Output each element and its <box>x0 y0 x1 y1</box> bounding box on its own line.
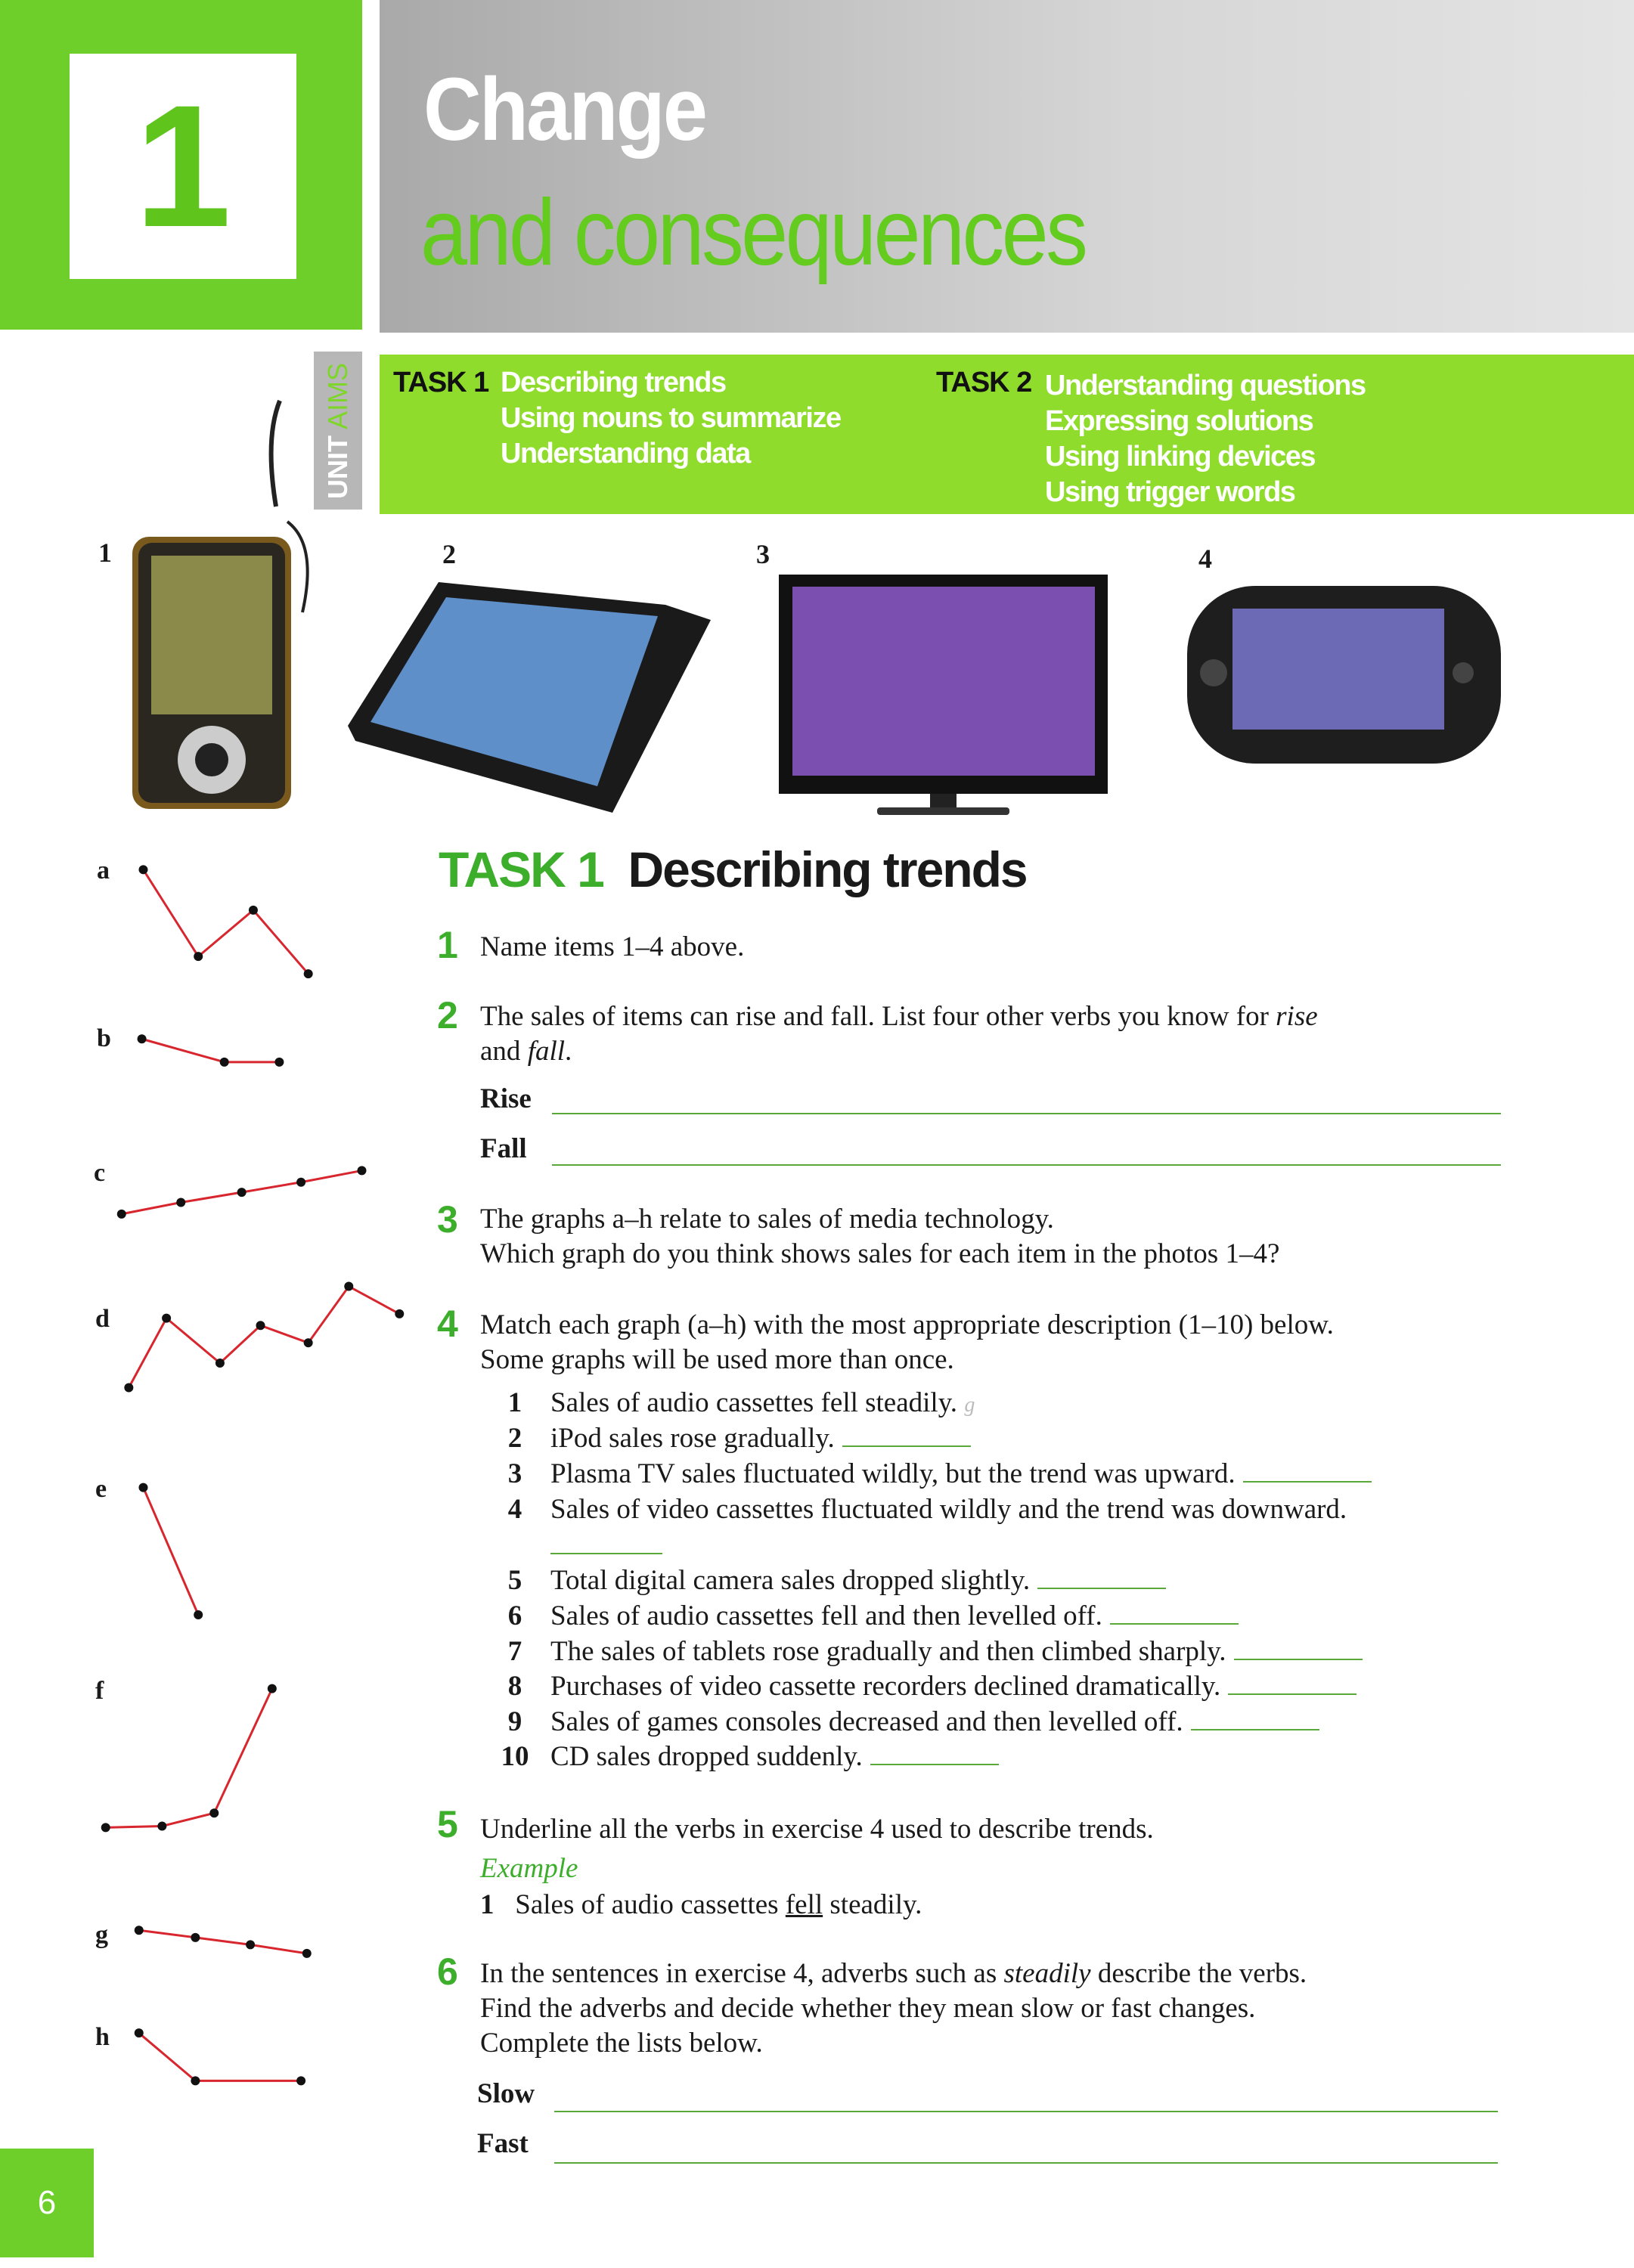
exercise-number: 4 <box>437 1303 458 1345</box>
graph-line <box>143 869 308 974</box>
graph-label: e <box>95 1475 107 1503</box>
graph-d <box>124 1282 404 1393</box>
tv-image <box>779 575 1108 815</box>
page-number: 6 <box>0 2149 94 2257</box>
exercise-3-text: The graphs a–h relate to sales of media technology. Which graph do you think shows sales for each item in the photos 1–4? <box>480 1204 1280 1269</box>
exercise-number: 6 <box>437 1950 458 1993</box>
graph-point <box>138 865 147 874</box>
slow-answer-line[interactable] <box>554 2111 1498 2112</box>
trend-graphs <box>0 0 454 2117</box>
graph-point <box>220 1058 229 1067</box>
graph-line <box>139 1930 307 1954</box>
exercise-5-text: Underline all the verbs in exercise 4 used to describe trends. <box>480 1814 1154 1845</box>
graph-label: b <box>97 1024 111 1052</box>
exercise-6-text: In the sentences in exercise 4, adverbs such as steadily describe the verbs. Find the adverbs and decide whether they mean slow or fast changes. Complete the lists below. <box>480 1958 1307 2059</box>
aim-item: Understanding data <box>501 438 750 469</box>
rise-answer-line[interactable] <box>552 1113 1501 1114</box>
fall-label: Fall <box>480 1133 527 1164</box>
exercise-4-item: 1 Sales of audio cassettes fell steadily. g <box>507 1387 975 1418</box>
exercise-4-item: 2 iPod sales rose gradually. <box>493 1421 1589 1456</box>
exercise-4-text: Match each graph (a–h) with the most appropriate description (1–10) below. Some graphs will be used more than once. <box>480 1309 1334 1375</box>
graph-line <box>143 1488 198 1615</box>
unit-number: 1 <box>70 54 296 279</box>
graph-point <box>237 1188 246 1197</box>
slow-label: Slow <box>477 2078 535 2109</box>
graph-g <box>135 1926 312 1958</box>
graph-point <box>256 1321 265 1330</box>
graph-label: h <box>95 2023 110 2051</box>
exercise-4-item: 3 Plasma TV sales fluctuated wildly, but the trend was upward. <box>493 1457 1589 1492</box>
graph-e <box>138 1483 203 1619</box>
graph-point <box>296 2076 305 2085</box>
example-label: Example <box>480 1853 578 1884</box>
graph-point <box>304 1338 313 1347</box>
graph-f <box>101 1684 277 1833</box>
graph-point <box>191 2076 200 2085</box>
graph-point <box>138 1034 147 1043</box>
photo-label: 2 <box>442 539 456 569</box>
aim-item: Expressing solutions <box>1045 405 1313 437</box>
graph-point <box>194 952 203 961</box>
graph-point <box>176 1198 185 1207</box>
handwritten-answer: g <box>964 1393 975 1417</box>
aims-task2-label: TASK 2 <box>936 367 1032 398</box>
unit-aims-label-a: UNIT <box>322 435 353 499</box>
graph-point <box>304 969 313 978</box>
exercise-number: 5 <box>437 1803 458 1845</box>
exercise-4-item: 10 CD sales dropped suddenly. <box>493 1740 1589 1774</box>
answer-blank[interactable] <box>1228 1672 1356 1695</box>
exercise-4-item: 4 Sales of video cassettes fluctuated wildly and the trend was downward. <box>507 1494 1347 1525</box>
graph-point <box>344 1282 353 1291</box>
graph-point <box>215 1359 225 1368</box>
task-title: Describing trends <box>628 841 1027 897</box>
graph-point <box>274 1058 284 1067</box>
exercise-2-text: The sales of items can rise and fall. List four other verbs you know for rise and fall. <box>480 1001 1318 1067</box>
unit-title-line1: Change <box>423 60 706 160</box>
answer-blank[interactable] <box>1243 1460 1372 1483</box>
answer-blank[interactable] <box>1110 1602 1239 1625</box>
graph-point <box>194 1610 203 1619</box>
graph-line <box>139 2033 301 2081</box>
graph-c <box>117 1166 367 1218</box>
graph-point <box>268 1684 277 1693</box>
task-prefix: TASK 1 <box>439 841 603 897</box>
exercise-1-text: Name items 1–4 above. <box>480 931 745 962</box>
graph-point <box>358 1166 367 1175</box>
unit-title-line2: and consequences <box>420 181 1086 285</box>
aim-item: Using nouns to summarize <box>501 402 841 434</box>
photo-label: 3 <box>756 539 770 569</box>
exercise-4-item: 6 Sales of audio cassettes fell and then levelled off. <box>493 1599 1589 1634</box>
exercise-4-item: 5 Total digital camera sales dropped slightly. <box>493 1563 1589 1598</box>
answer-blank[interactable] <box>870 1743 999 1765</box>
graph-point <box>191 1933 200 1942</box>
fast-label: Fast <box>477 2128 529 2159</box>
graph-label: c <box>94 1159 106 1187</box>
graph-label: g <box>95 1921 108 1949</box>
exercise-number: 1 <box>437 924 458 966</box>
answer-blank[interactable] <box>1234 1637 1363 1660</box>
aim-item: Describing trends <box>501 367 726 398</box>
graph-point <box>138 1483 147 1492</box>
exercise-number: 3 <box>437 1198 458 1241</box>
answer-blank[interactable] <box>842 1424 971 1447</box>
graph-line <box>142 1039 280 1062</box>
answer-blank[interactable] <box>550 1553 662 1554</box>
graph-point <box>124 1383 133 1393</box>
aim-item: Using trigger words <box>1045 476 1295 508</box>
graph-line <box>129 1287 399 1388</box>
exercise-4-item: 9 Sales of games consoles decreased and then levelled off. <box>493 1705 1589 1740</box>
unit-aims-label-b: AIMS <box>322 362 353 429</box>
graph-point <box>246 1940 255 1949</box>
graph-point <box>117 1210 126 1219</box>
fast-answer-line[interactable] <box>554 2162 1498 2164</box>
graph-point <box>101 1823 110 1832</box>
fall-answer-line[interactable] <box>552 1164 1501 1166</box>
graph-point <box>135 1926 144 1935</box>
graph-point <box>296 1178 305 1187</box>
graph-point <box>162 1314 171 1323</box>
answer-blank[interactable] <box>1037 1566 1166 1589</box>
exercise-4-item: 8 Purchases of video cassette recorders declined dramatically. <box>493 1669 1589 1704</box>
aim-item: Using linking devices <box>1045 441 1316 472</box>
graph-point <box>157 1821 166 1830</box>
graph-label: f <box>95 1677 104 1705</box>
graph-point <box>249 906 258 915</box>
graph-label: a <box>97 857 110 885</box>
graph-point <box>209 1808 219 1817</box>
graph-b <box>138 1034 284 1067</box>
photo-label: 4 <box>1198 544 1212 574</box>
exercise-number: 2 <box>437 994 458 1036</box>
answer-blank[interactable] <box>1191 1708 1319 1730</box>
graph-point <box>302 1949 312 1958</box>
aim-item: Understanding questions <box>1045 370 1366 401</box>
rise-label: Rise <box>480 1083 532 1114</box>
graph-label: d <box>95 1305 110 1333</box>
task-heading <box>439 841 1027 898</box>
aims-task1-label: TASK 1 <box>393 367 489 398</box>
graph-point <box>135 2028 144 2037</box>
graph-point <box>395 1309 404 1318</box>
exercise-4-item: 7 The sales of tablets rose gradually and then climbed sharply. <box>493 1634 1589 1669</box>
example-sentence: 1 Sales of audio cassettes fell steadily. <box>480 1889 922 1920</box>
games-console-image <box>1187 586 1501 764</box>
photo-label: 1 <box>98 538 112 568</box>
graph-a <box>138 865 312 978</box>
graph-h <box>135 2028 305 2085</box>
graph-line <box>106 1689 272 1828</box>
